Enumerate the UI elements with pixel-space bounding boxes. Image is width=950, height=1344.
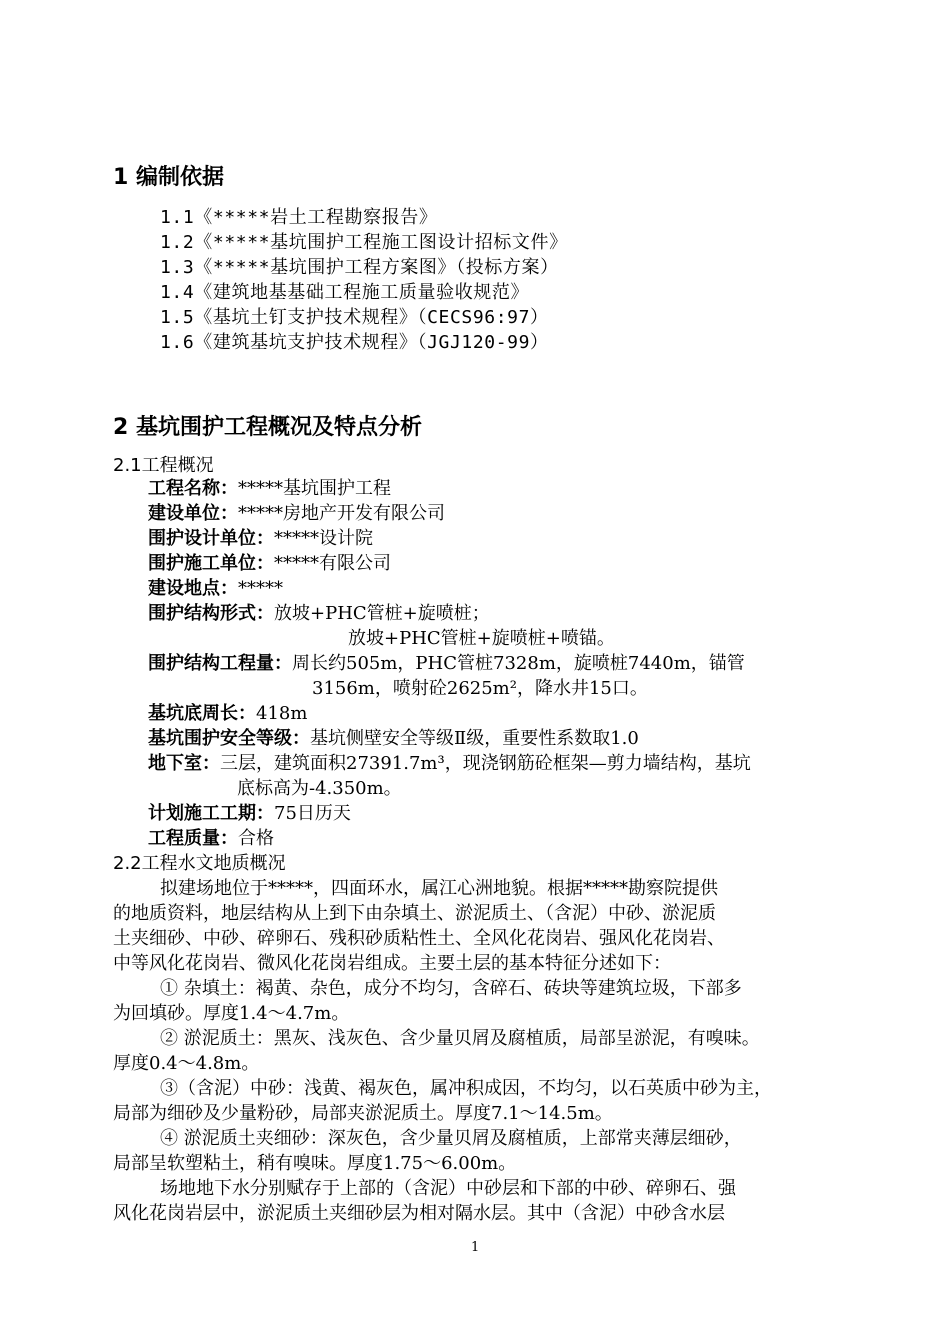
paragraph-line: 风化花岗岩层中，淤泥质土夹细砂层为相对隔水层。其中（含泥）中砂含水层 (113, 1203, 725, 1224)
field-label: 围护结构形式： (148, 603, 274, 624)
paragraph-line: 拟建场地位于*****，四面环水，属江心洲地貌。根据*****勘察院提供 (160, 878, 718, 899)
section-2-heading: 2 基坑围护工程概况及特点分析 (113, 415, 422, 440)
field-label: 围护结构工程量： (148, 653, 292, 674)
field-label: 地下室： (148, 753, 220, 774)
paragraph-line: 为回填砂。厚度1.4～4.7m。 (113, 1003, 350, 1024)
field-value: *****有限公司 (274, 553, 391, 574)
section-1-heading: 1 编制依据 (113, 165, 224, 190)
paragraph-line: 土夹细砂、中砂、碎卵石、残积砂质粘性土、全风化花岗岩、强风化花岗岩、 (113, 928, 725, 949)
reference-item: 1.3《*****基坑围护工程方案图》（投标方案） (160, 257, 559, 278)
subsection-2-1-heading: 2.1工程概况 (113, 455, 214, 476)
project-info-row (148, 499, 445, 525)
field-label: 基坑围护安全等级： (148, 728, 310, 749)
field-label: 工程质量： (148, 828, 238, 849)
reference-item: 1.6《建筑基坑支护技术规程》（JGJ120-99） (160, 332, 549, 353)
field-value: *****基坑围护工程 (238, 478, 391, 499)
project-info-row (148, 824, 274, 850)
field-value: 三层，建筑面积27391.7m³，现浇钢筋砼框架—剪力墙结构，基坑 (220, 753, 751, 774)
field-value-continuation: 放坡+PHC管桩+旋喷桩+喷锚。 (348, 628, 615, 649)
field-value-continuation: 3156m，喷射砼2625m²，降水井15口。 (312, 678, 648, 699)
project-info-row (148, 724, 639, 750)
paragraph-line: ③（含泥）中砂：浅黄、褐灰色，属冲积成因，不均匀，以石英质中砂为主， (160, 1078, 772, 1099)
paragraph-line: 的地质资料，地层结构从上到下由杂填土、淤泥质土、（含泥）中砂、淤泥质 (113, 903, 716, 924)
paragraph-line: ④ 淤泥质土夹细砂：深灰色，含少量贝屑及腐植质，上部常夹薄层细砂， (160, 1128, 742, 1149)
paragraph-line: 局部为细砂及少量粉砂，局部夹淤泥质土。厚度7.1～14.5m。 (113, 1103, 613, 1124)
field-value: 75日历天 (274, 803, 351, 824)
project-info-row (148, 474, 391, 500)
field-value: *****房地产开发有限公司 (238, 503, 445, 524)
project-info-row (148, 799, 351, 825)
project-info-row (148, 524, 373, 550)
field-label: 建设地点： (148, 578, 238, 599)
paragraph-line: ① 杂填土：褐黄、杂色，成分不均匀，含碎石、砖块等建筑垃圾，下部多 (160, 978, 742, 999)
paragraph-line: 厚度0.4～4.8m。 (113, 1053, 260, 1074)
field-value-continuation: 底标高为-4.350m。 (237, 778, 402, 799)
reference-item: 1.1《*****岩土工程勘察报告》 (160, 207, 438, 228)
subsection-2-2-heading: 2.2工程水文地质概况 (113, 853, 286, 874)
field-label: 计划施工工期： (148, 803, 274, 824)
field-label: 基坑底周长： (148, 703, 256, 724)
field-value: 合格 (238, 828, 274, 849)
project-info-row (148, 749, 751, 775)
reference-item: 1.5《基坑土钉支护技术规程》（CECS96:97） (160, 307, 549, 328)
reference-item: 1.4《建筑地基基础工程施工质量验收规范》 (160, 282, 530, 303)
paragraph-line: ② 淤泥质土：黑灰、浅灰色、含少量贝屑及腐植质，局部呈淤泥，有嗅味。 (160, 1028, 760, 1049)
project-info-row (148, 574, 283, 600)
field-value: 放坡+PHC管桩+旋喷桩； (274, 603, 490, 624)
page-number: 1 (471, 1240, 480, 1255)
project-info-row (148, 549, 391, 575)
field-label: 工程名称： (148, 478, 238, 499)
paragraph-line: 场地地下水分别赋存于上部的（含泥）中砂层和下部的中砂、碎卵石、强 (160, 1178, 736, 1199)
field-value: *****设计院 (274, 528, 373, 549)
paragraph-line: 局部呈软塑粘土，稍有嗅味。厚度1.75～6.00m。 (113, 1153, 517, 1174)
project-info-row (148, 699, 307, 725)
field-value: 418m (256, 703, 308, 724)
project-info-row (148, 599, 490, 625)
project-info-row (148, 649, 745, 675)
field-value: 基坑侧壁安全等级Ⅱ级，重要性系数取1.0 (310, 728, 639, 749)
paragraph-line: 中等风化花岗岩、微风化花岗岩组成。主要土层的基本特征分述如下： (113, 953, 671, 974)
field-label: 围护设计单位： (148, 528, 274, 549)
reference-item: 1.2《*****基坑围护工程施工图设计招标文件》 (160, 232, 568, 253)
field-label: 围护施工单位： (148, 553, 274, 574)
field-value: ***** (238, 578, 283, 599)
field-value: 周长约505m，PHC管桩7328m，旋喷桩7440m，锚管 (292, 653, 745, 674)
field-label: 建设单位： (148, 503, 238, 524)
